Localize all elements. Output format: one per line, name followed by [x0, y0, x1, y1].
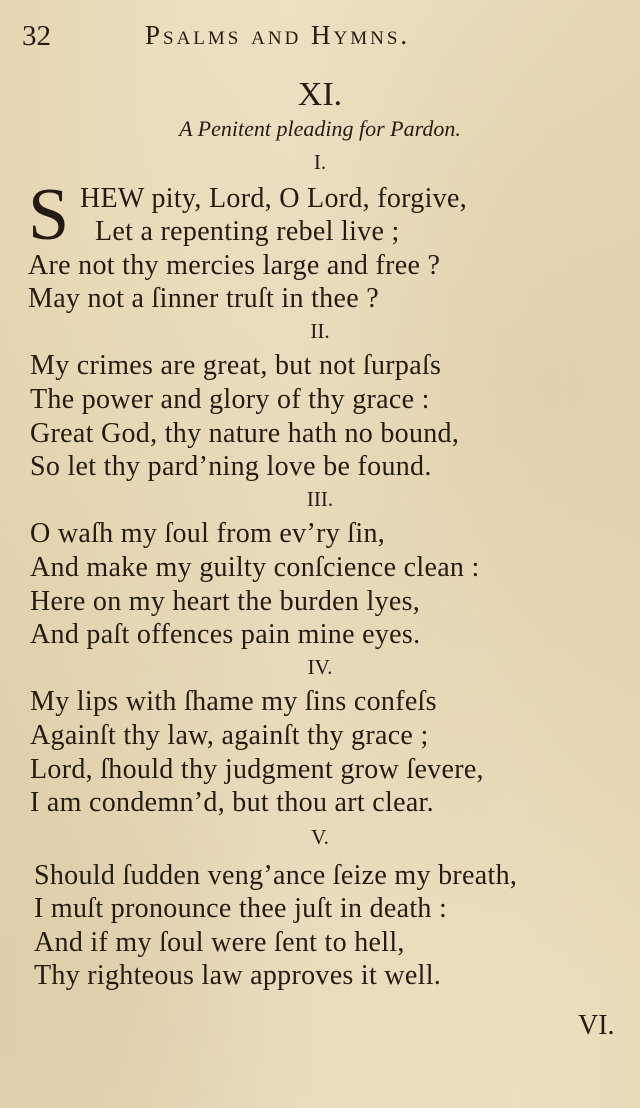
verse-line: And if my ſoul were ſent to hell,	[34, 927, 405, 958]
running-title: Psalms and Hymns.	[145, 20, 411, 50]
stanza-number: IV.	[307, 655, 333, 679]
verse-line: Great God, thy nature hath no bound,	[30, 418, 460, 449]
page-number: 32	[22, 20, 51, 52]
verse-line: The power and glory of thy grace :	[30, 384, 430, 415]
verse-line: My crimes are great, but not ſurpaſs	[30, 350, 442, 381]
verse-line: Againſt thy law, againſt thy grace ;	[30, 720, 429, 751]
hymn-number: XI.	[297, 76, 343, 113]
catchword: VI.	[578, 1010, 615, 1041]
verse-line: HEW pity, Lord, O Lord, forgive,	[80, 183, 468, 214]
verse-line: Are not thy mercies large and free ?	[28, 250, 441, 281]
drop-cap: S	[28, 174, 70, 256]
verse-line: Here on my heart the burden lyes,	[30, 586, 421, 617]
stanza-number: V.	[311, 825, 329, 849]
verse-line: O waſh my ſoul from ev’ry ſin,	[30, 518, 386, 549]
hymn-title: A Penitent pleading for Pardon.	[179, 116, 461, 141]
verse-line: I am condemn’d, but thou art clear.	[30, 787, 434, 818]
stanza-number: II.	[310, 319, 330, 343]
verse-line: My lips with ſhame my ſins confeſs	[30, 686, 437, 717]
running-header	[0, 14, 640, 54]
verse-line: And paſt offences pain mine eyes.	[30, 619, 421, 650]
verse-line: Lord, ſhould thy judgment grow ſevere,	[30, 754, 484, 785]
stanza-number: I.	[313, 150, 327, 174]
verse-line: Should ſudden veng’ance ſeize my breath,	[34, 860, 518, 891]
verse-line: Let a repenting rebel live ;	[95, 216, 400, 247]
stanza-number: III.	[306, 487, 334, 511]
verse-line: May not a ſinner truſt in thee ?	[28, 283, 379, 314]
verse-line: So let thy pard’ning love be found.	[30, 451, 432, 482]
verse-line: And make my guilty conſcience clean :	[30, 552, 480, 583]
verse-line: I muſt pronounce thee juſt in death :	[34, 893, 448, 924]
verse-line: Thy righteous law approves it well.	[34, 960, 442, 991]
